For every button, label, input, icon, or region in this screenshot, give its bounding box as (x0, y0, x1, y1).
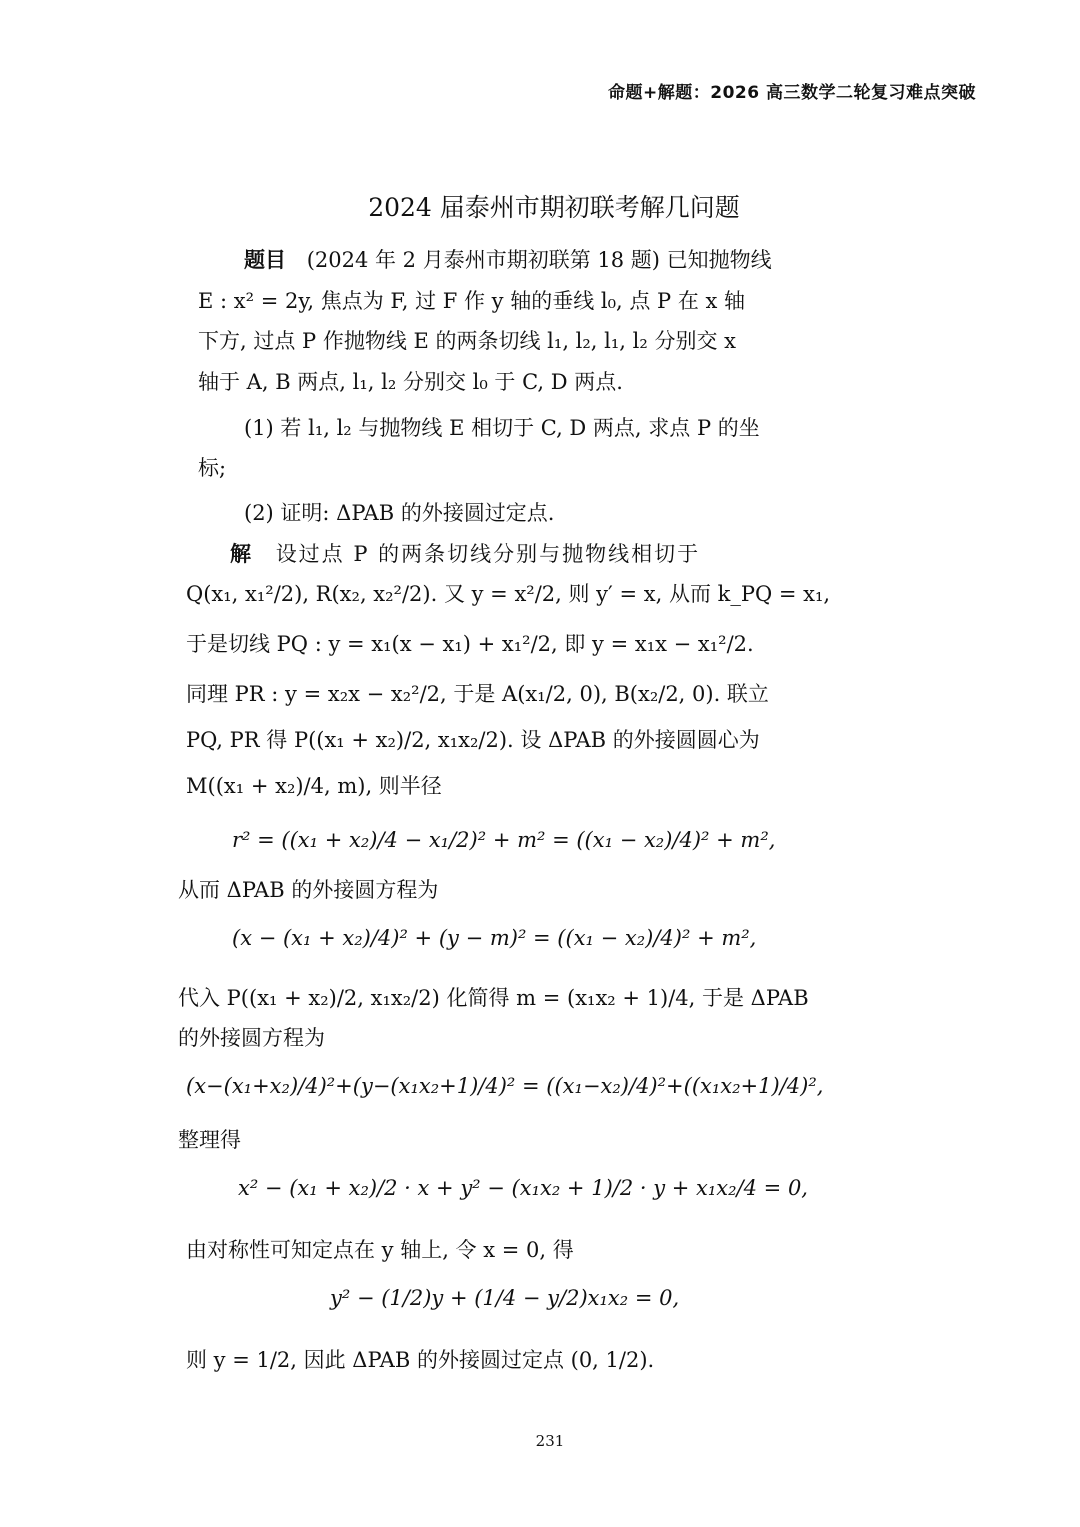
question-1-line-1: (1) 若 l₁, l₂ 与抛物线 E 相切于 C, D 两点, 求点 P 的坐 (244, 416, 760, 440)
equation-radius: r² = ((x₁ + x₂)/4 − x₁/2)² + m² = ((x₁ − x₂)/4)² + m², (232, 828, 776, 852)
text-symmetry: 由对称性可知定点在 y 轴上, 令 x = 0, 得 (186, 1238, 574, 1262)
conclusion: 则 y = 1/2, 因此 ΔPAB 的外接圆过定点 (0, 1/2). (186, 1348, 655, 1372)
solution-line-2: Q(x₁, x₁²/2), R(x₂, x₂²/2). 又 y = x²/2, 则 y′ = x, 从而 k_PQ = x₁, (186, 582, 831, 606)
solution-line-1 (230, 538, 700, 568)
solution-text: 设过点 P 的两条切线分别与抛物线相切于 (275, 542, 701, 566)
solution-line-5: PQ, PR 得 P((x₁ + x₂)/2, x₁x₂/2). 设 ΔPAB 的外接圆圆心为 (186, 728, 760, 752)
page-title: 2024 届泰州市期初联考解几问题 (368, 193, 740, 222)
solution-line-4: 同理 PR : y = x₂x − x₂²/2, 于是 A(x₁/2, 0), B(x₂/2, 0). 联立 (186, 682, 769, 706)
text-substitute-2: 的外接圆方程为 (178, 1026, 325, 1050)
question-2: (2) 证明: ΔPAB 的外接圆过定点. (244, 501, 555, 525)
problem-label: 题目 (244, 248, 286, 272)
text-circle-equation: 从而 ΔPAB 的外接圆方程为 (178, 878, 439, 902)
equation-circle: (x − (x₁ + x₂)/4)² + (y − m)² = ((x₁ − x₂)/4)² + m², (232, 926, 757, 950)
solution-line-3: 于是切线 PQ : y = x₁(x − x₁) + x₁²/2, 即 y = x₁x − x₁²/2. (186, 632, 754, 656)
problem-line-1 (244, 244, 772, 274)
solution-label: 解 (230, 542, 251, 566)
solution-line-6: M((x₁ + x₂)/4, m), 则半径 (186, 774, 442, 798)
running-header: 命题+解题：2026 高三数学二轮复习难点突破 (608, 83, 976, 103)
text-arrange: 整理得 (178, 1128, 241, 1152)
problem-line-3: 下方, 过点 P 作抛物线 E 的两条切线 l₁, l₂, l₁, l₂ 分别交 x (198, 329, 736, 353)
equation-y: y² − (1/2)y + (1/4 − y/2)x₁x₂ = 0, (330, 1286, 680, 1310)
question-1-line-2: 标; (198, 456, 227, 480)
problem-line-2: E : x² = 2y, 焦点为 F, 过 F 作 y 轴的垂线 l₀, 点 P 在 x 轴 (198, 289, 746, 313)
text-substitute-1: 代入 P((x₁ + x₂)/2, x₁x₂/2) 化简得 m = (x₁x₂ + 1)/4, 于是 ΔPAB (178, 986, 809, 1010)
problem-line-4: 轴于 A, B 两点, l₁, l₂ 分别交 l₀ 于 C, D 两点. (198, 370, 623, 394)
problem-text: (2024 年 2 月泰州市期初联第 18 题) 已知抛物线 (306, 248, 772, 272)
equation-circle-simplified: (x−(x₁+x₂)/4)²+(y−(x₁x₂+1)/4)² = ((x₁−x₂)/4)²+((x₁x₂+1)/4)², (186, 1074, 824, 1098)
page-number: 231 (535, 1432, 565, 1450)
equation-arranged: x² − (x₁ + x₂)/2 · x + y² − (x₁x₂ + 1)/2 · y + x₁x₂/4 = 0, (238, 1176, 808, 1200)
